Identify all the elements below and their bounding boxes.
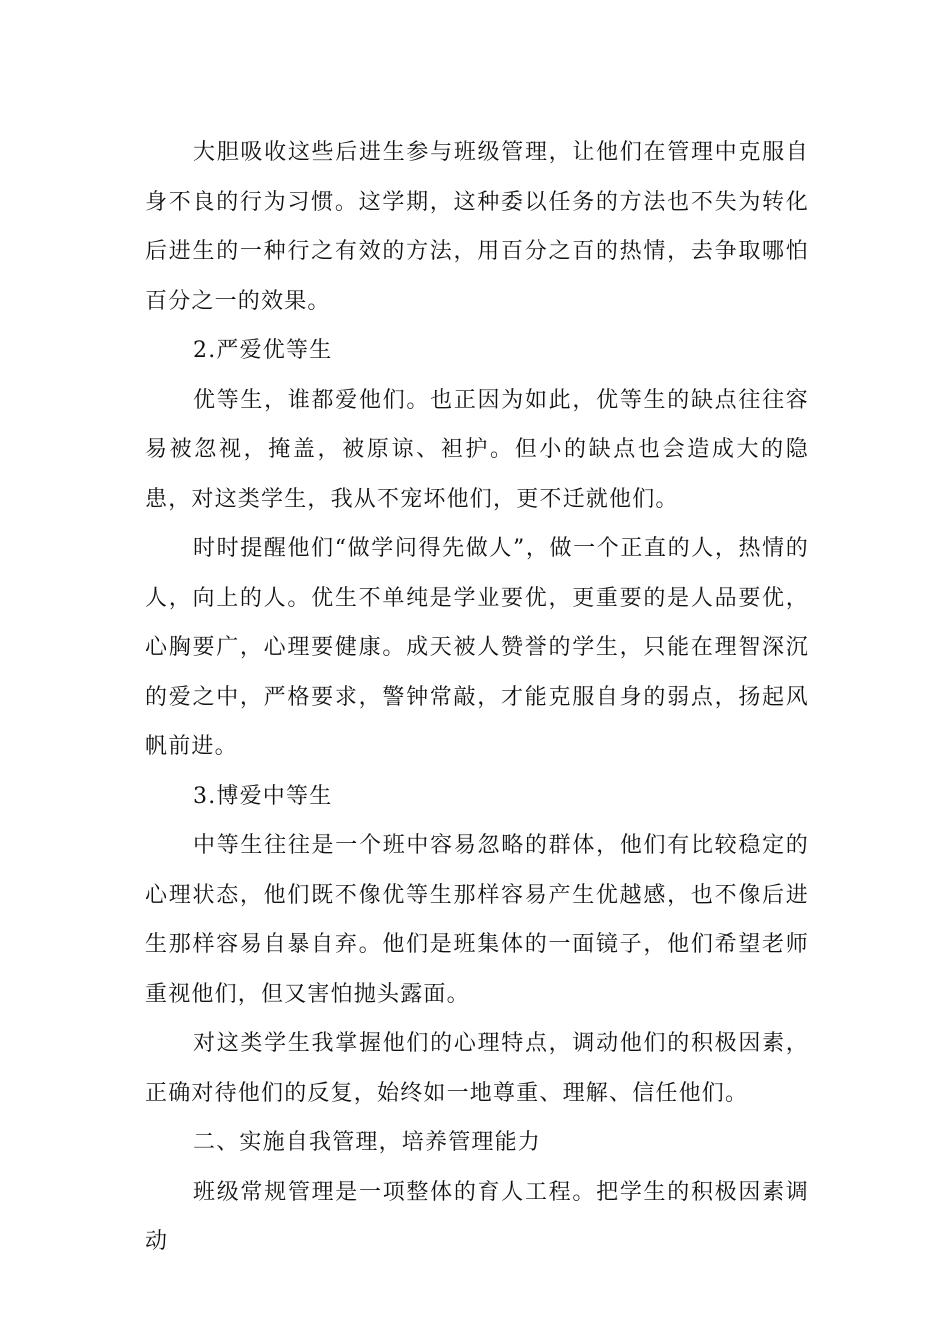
paragraph-class-routine-management: 班级常规管理是一项整体的育人工程。把学生的积极因素调动 (145, 1179, 809, 1254)
paragraph-top-students-flaws: 优等生，谁都爱他们。也正因为如此，优等生的缺点往往容易被忽视，掩盖，被原谅、袒护。但小的缺点也会造成大的隐患，对这类学生，我从不宠坏他们，更不迁就他们。 (145, 387, 809, 512)
paragraph-underachiever-management: 大胆吸收这些后进生参与班级管理，让他们在管理中克服自身不良的行为习惯。这学期，这种委以任务的方法也不失为转化后进生的一种行之有效的方法，用百分之百的热情，去争取哪怕百分之一的效果。 (145, 140, 809, 314)
paragraph-average-students-group: 中等生往往是一个班中容易忽略的群体，他们有比较稳定的心理状态，他们既不像优等生那样容易产生优越感，也不像后进生那样容易自暴自弃。他们是班集体的一面镜子，他们希望老师重视他们，但又害怕抛头露面。 (145, 833, 809, 1007)
section-heading-top-students: 2.严爱优等生 (193, 338, 333, 363)
document-body (145, 128, 809, 1267)
paragraph-average-students-approach: 对这类学生我掌握他们的心理特点，调动他们的积极因素，正确对待他们的反复，始终如一地尊重、理解、信任他们。 (145, 1031, 809, 1106)
section-heading-self-management: 二、实施自我管理，培养管理能力 (193, 1130, 542, 1155)
paragraph-top-students-character: 时时提醒他们“做学问得先做人”，做一个正直的人，热情的人，向上的人。优生不单纯是学业要优，更重要的是人品要优，心胸要广，心理要健康。成天被人赞誉的学生，只能在理智深沉的爱之中，严格要求，警钟常敲，才能克服自身的弱点，扬起风帆前进。 (145, 536, 809, 759)
section-heading-average-students: 3.博爱中等生 (193, 783, 333, 809)
